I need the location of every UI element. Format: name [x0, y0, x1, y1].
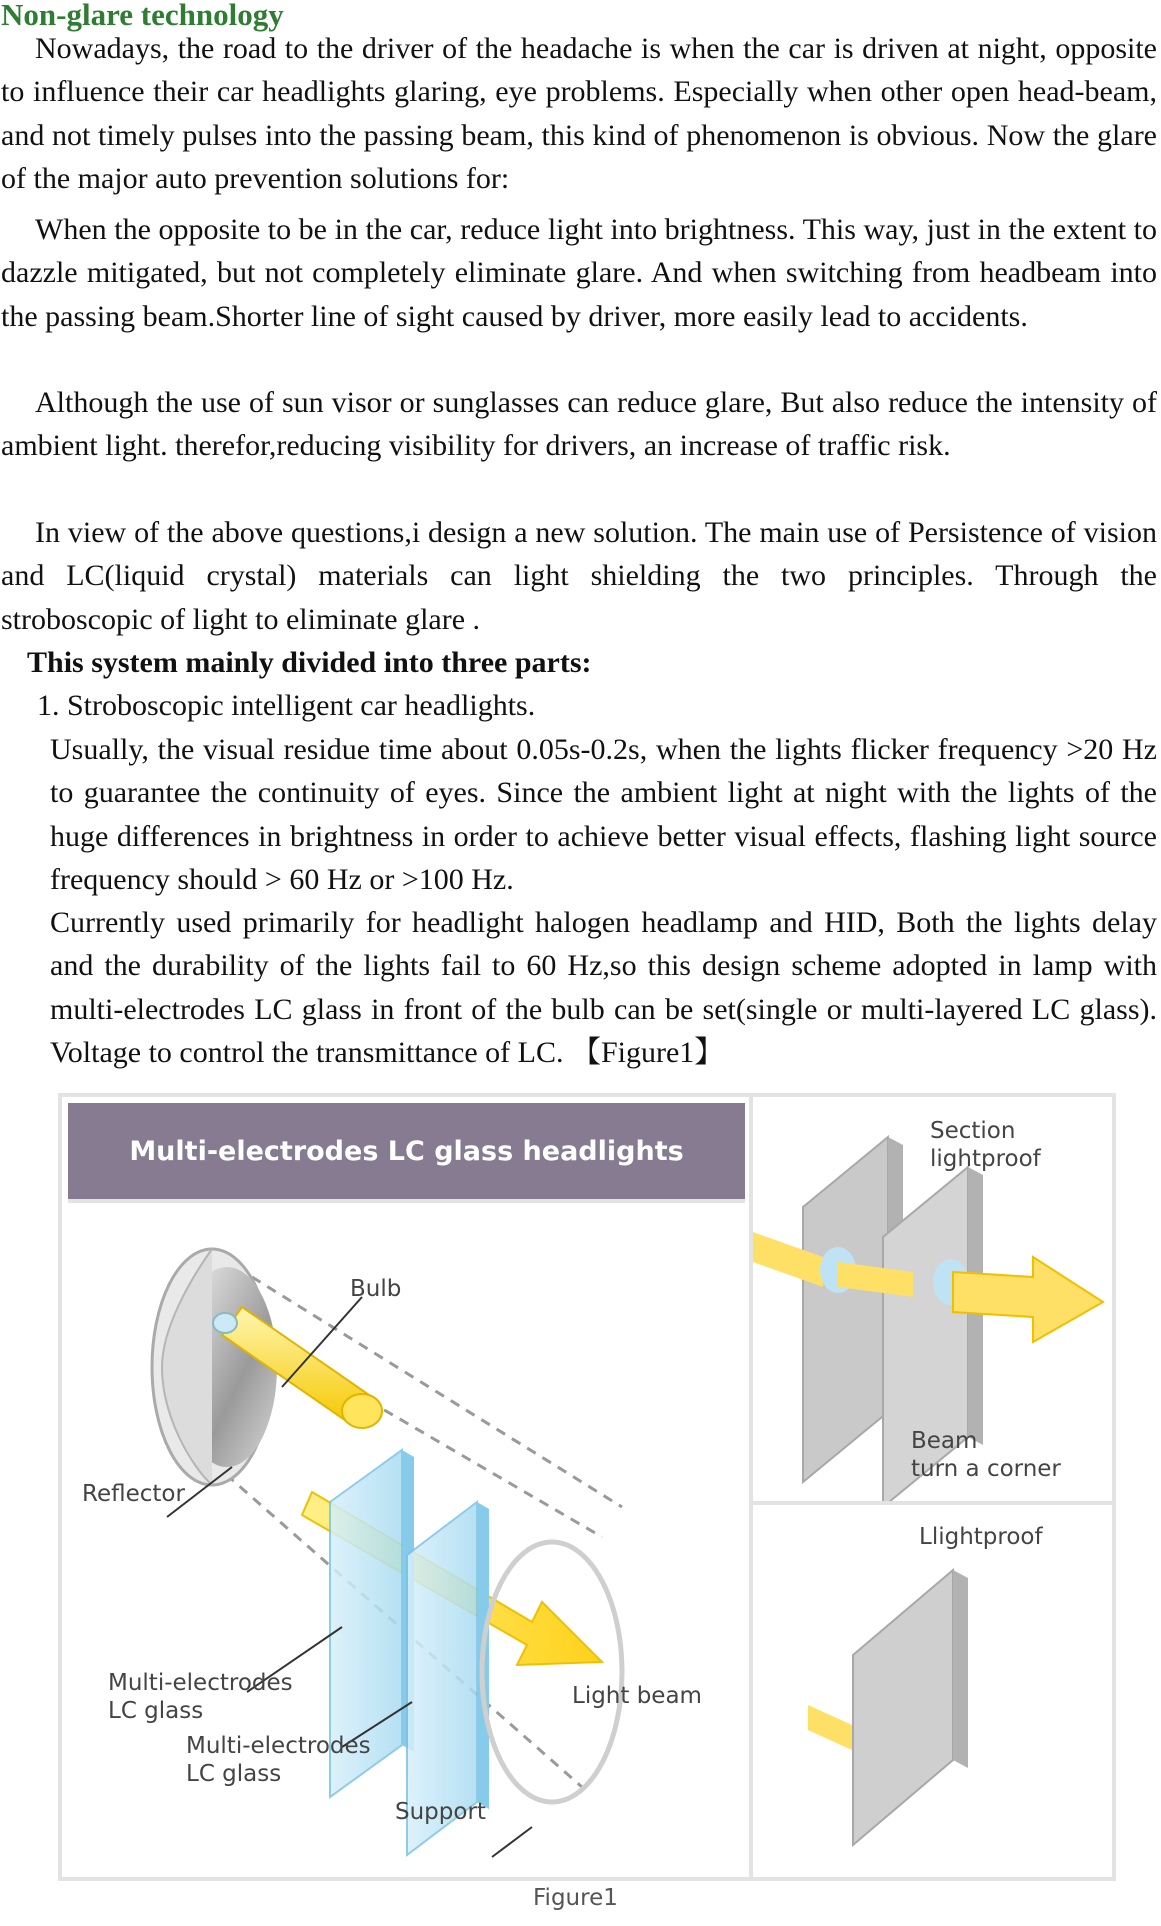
- list-item-1: 1. Stroboscopic intelligent car headlights.: [37, 689, 536, 722]
- paragraph-2: When the opposite to be in the car, reduce light into brightness. This way, just in the extent to dazzle mitigated, but not completely eliminate glare. And when switching from headbeam into the passing beam.Shorter line of sight caused by driver, more easily lead to accidents.: [1, 213, 1157, 333]
- paragraph-4: In view of the above questions,i design a new solution. The main use of Persistence of vision and LC(liquid crystal) materials can light shielding the two principles. Through the stroboscopic of light to eliminate glare .: [1, 516, 1157, 636]
- figure-1: [58, 1093, 1116, 1881]
- support-ring: [482, 1542, 622, 1802]
- paragraph-3: Although the use of sun visor or sunglasses can reduce glare, But also reduce the intensity of ambient light. therefor,reducing visibility for drivers, an increase of traffic risk.: [1, 386, 1157, 463]
- label-bulb: Bulb: [350, 1276, 402, 1302]
- label-beam-turn: Beam turn a corner: [911, 1428, 1061, 1482]
- lc-glass-panels: [330, 1450, 489, 1855]
- sub-paragraph-2: Currently used primarily for headlight halogen headlamp and HID, Both the lights delay and the durability of the lights fail to 60 Hz,so this design scheme adopted in lamp with multi-electrodes LC glass in front of the bulb can be set(single or multi-layered LC glass). Voltage to control the transmittance of LC. 【Figure1】: [50, 906, 1157, 1069]
- figure-banner: Multi-electrodes LC glass headlights: [68, 1103, 745, 1199]
- label-lightproof: Llightproof: [919, 1524, 1043, 1550]
- label-section-lightproof: Section lightproof: [930, 1118, 1041, 1172]
- label-lc-glass-1: Multi-electrodes LC glass: [108, 1670, 293, 1724]
- label-reflector: Reflector: [82, 1481, 185, 1507]
- reflector-shape: [152, 1249, 277, 1485]
- figure-main-panel: [62, 1097, 753, 1877]
- lightproof-diagram: [753, 1505, 1112, 1877]
- label-lc-glass-2: Multi-electrodes LC glass: [186, 1733, 371, 1787]
- label-light-beam: Light beam: [572, 1683, 702, 1709]
- system-heading: This system mainly divided into three parts:: [27, 646, 592, 679]
- figure-section-lightproof-panel: [753, 1097, 1112, 1505]
- figure-caption: Figure1: [533, 1885, 618, 1911]
- label-support: Support: [395, 1799, 486, 1825]
- figure-lightproof-panel: [753, 1505, 1112, 1877]
- paragraph-1: Nowadays, the road to the driver of the headache is when the car is driven at night, opposite to influence their car headlights glaring, eye problems. Especially when other open head-beam, and not timely pulses into the passing beam, this kind of phenomenon is obvious. Now the glare of the major auto prevention solutions for:: [1, 32, 1157, 195]
- sub-paragraph-1: Usually, the visual residue time about 0.05s-0.2s, when the lights flicker frequency >20 Hz to guarantee the continuity of eyes. Since the ambient light at night with the lights of the huge differences in brightness in order to achieve better visual effects, flashing light source frequency should > 60 Hz or >100 Hz.: [50, 733, 1157, 896]
- page-title: Non-glare technology: [1, 0, 284, 32]
